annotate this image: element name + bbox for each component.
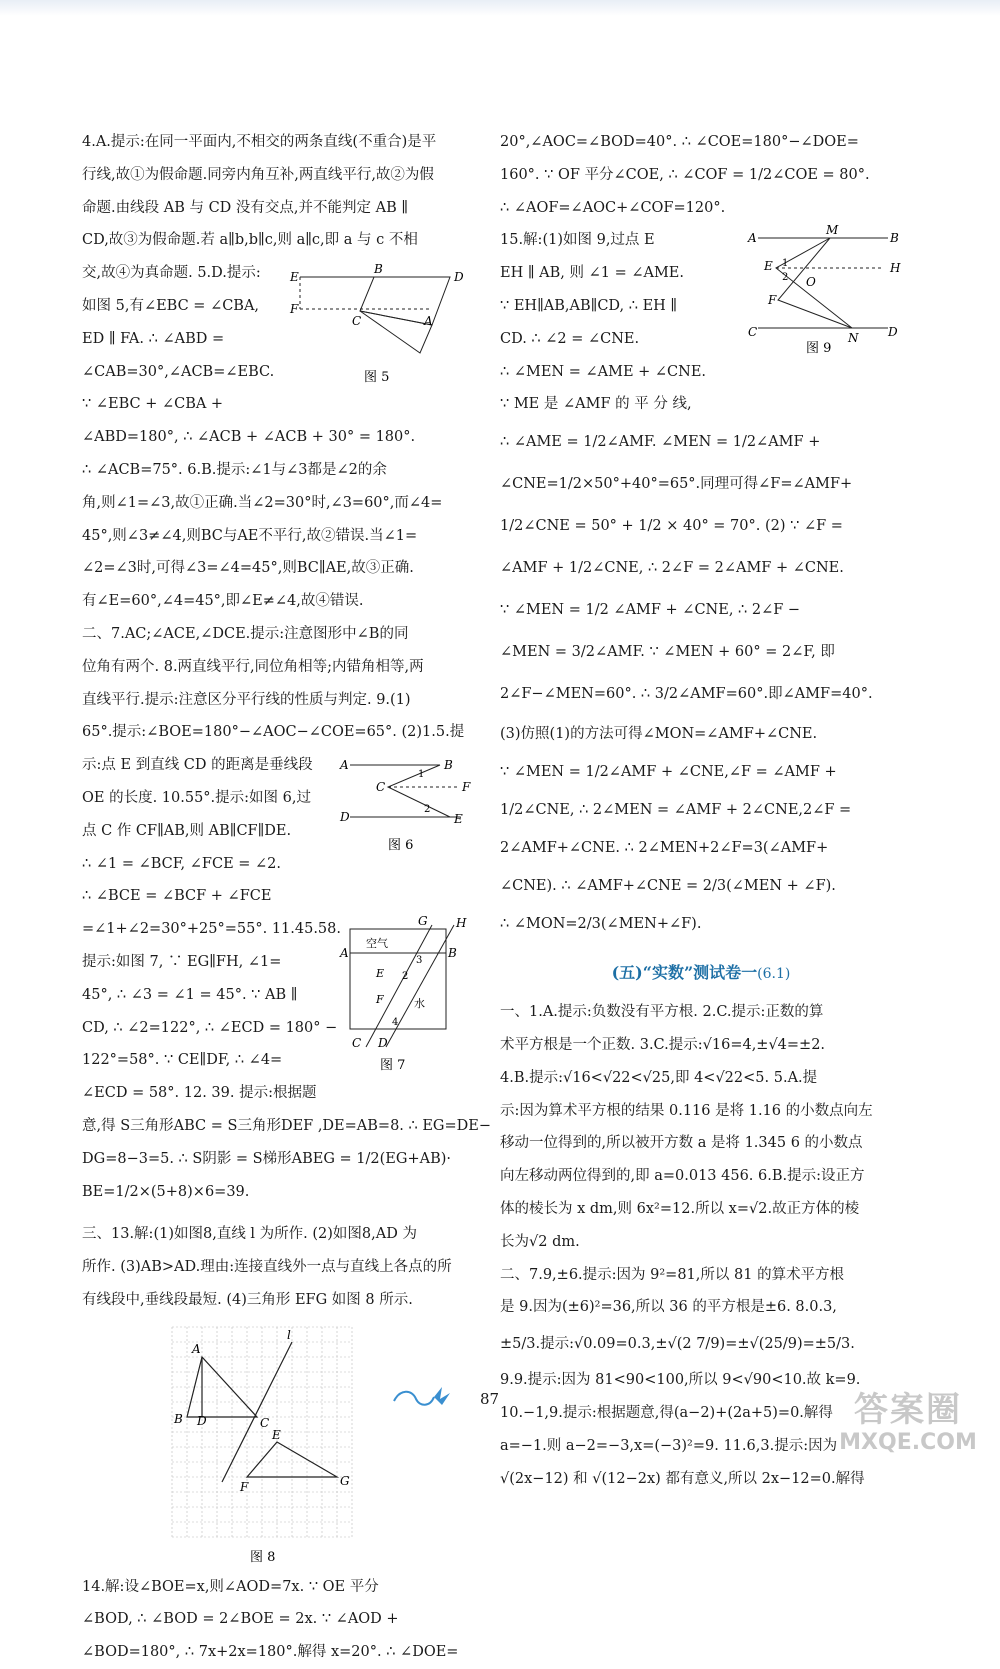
right-column <box>500 126 902 1495</box>
text-line: ∵ ∠MEN = 1/2∠AMF + ∠CNE,∠F = ∠AMF + <box>500 764 837 781</box>
svg-text:D: D <box>378 1036 388 1051</box>
svg-text:G: G <box>340 1473 350 1488</box>
text-line: 提示:如图 7, ∵ EG∥FH, ∠1= <box>82 953 282 970</box>
text-line: ∠CNE). ∴ ∠AMF+∠CNE = 2/3(∠MEN + ∠F). <box>500 878 836 895</box>
svg-text:A: A <box>748 231 757 246</box>
svg-text:F: F <box>290 302 299 317</box>
text-line: 所作. (3)AB>AD.理由:连接直线外一点与直线上各点的所 <box>82 1259 452 1276</box>
svg-text:C: C <box>748 325 758 340</box>
svg-text:G: G <box>418 914 428 929</box>
text-line: ±5/3.提示:√0.09=0.3,±√(2 7/9)=±√(25/9)=±5/3. <box>500 1336 855 1353</box>
text-line: 命题.由线段 AB 与 CD 没有交点,并不能判定 AB ∥ <box>82 199 409 216</box>
text-line: 术平方根是一个正数. 3.C.提示:√16=4,±√4=±2. <box>500 1036 826 1053</box>
figure-5 <box>290 263 470 388</box>
text-line: a=−1.则 a−2=−3,x=(−3)²=9. 11.6,3.提示:因为 <box>500 1437 838 1454</box>
text-line: 一、1.A.提示:负数没有平方根. 2.C.提示:正数的算 <box>500 1004 824 1021</box>
svg-text:2: 2 <box>782 272 789 284</box>
text-line: 二、7.9,±6.提示:因为 9²=81,所以 81 的算术平方根 <box>500 1266 845 1283</box>
text-line: 4.A.提示:在同一平面内,不相交的两条直线(不重合)是平 <box>82 134 437 150</box>
real-number-part-1 <box>500 996 902 1258</box>
text-line: 65°.提示:∠BOE=180°−∠AOC−∠COE=65°. (2)1.5.提 <box>82 724 465 741</box>
svg-text:1: 1 <box>782 258 789 270</box>
text-line: 1/2∠CNE = 50° + 1/2 × 40° = 70°. (2) ∵ ∠F = <box>500 518 843 535</box>
svg-text:N: N <box>848 331 859 346</box>
section-title-sub: (6.1) <box>757 966 791 983</box>
svg-text:B: B <box>444 758 453 773</box>
text-line: ∴ ∠ACB=75°. 6.B.提示:∠1与∠3都是∠2的余 <box>82 461 387 478</box>
watermark-line-1: 答案圈 <box>854 1390 962 1430</box>
svg-text:D: D <box>888 325 898 340</box>
text-line: EH ∥ AB, 则 ∠1 = ∠AME. <box>500 265 685 282</box>
answer-block-14-cont <box>500 126 902 224</box>
text-line: =∠1+∠2=30°+25°=55°. 11.45.58. <box>82 921 341 938</box>
text-line: 示:点 E 到直线 CD 的距离是垂线段 <box>82 757 313 774</box>
svg-text:E: E <box>272 1427 281 1442</box>
text-line: √(2x−12) 和 √(12−2x) 都有意义,所以 2x−12=0.解得 <box>500 1470 865 1487</box>
text-line: ∵ EH∥AB,AB∥CD, ∴ EH ∥ <box>500 297 678 314</box>
text-line: BE=1/2×(5+8)×6=39. <box>82 1183 250 1200</box>
svg-text:E: E <box>376 967 385 981</box>
text-line: ∠CAB=30°,∠ACB=∠EBC. <box>82 363 275 380</box>
text-line: ∴ ∠AME = 1/2∠AMF. ∠MEN = 1/2∠AMF + <box>500 434 821 451</box>
text-line: ∠CNE=1/2×50°+40°=65°.同理可得∠F=∠AMF+ <box>500 476 853 493</box>
text-line: 2∠AMF+∠CNE. ∴ 2∠MEN+2∠F=3(∠AMF+ <box>500 840 829 857</box>
text-line: ∵ ∠EBC + ∠CBA + <box>82 396 224 413</box>
text-line: 位角有两个. 8.两直线平行,同位角相等;内错角相等,两 <box>82 658 424 675</box>
answer-block-14 <box>82 1571 482 1669</box>
svg-text:B: B <box>890 231 899 246</box>
text-line: ∠ABD=180°, ∴ ∠ACB + ∠ACB + 30° = 180°. <box>82 429 416 446</box>
text-line: 点 C 作 CF∥AB,则 AB∥CF∥DE. <box>82 822 292 839</box>
text-line: 10.−1,9.提示:根据题意,得(a−2)+(2a+5)=0.解得 <box>500 1404 833 1421</box>
text-line: ∴ ∠AOF=∠AOC+∠COF=120°. <box>500 199 726 216</box>
text-line: 向左移动两位得到的,即 a=0.013 456. 6.B.提示:设正方 <box>500 1168 865 1185</box>
text-line: CD. ∴ ∠2 = ∠CNE. <box>500 330 640 347</box>
answer-block-15 <box>500 224 902 943</box>
text-line: (3)仿照(1)的方法可得∠MON=∠AMF+∠CNE. <box>500 726 818 743</box>
section-title <box>500 957 902 990</box>
text-line: CD,故③为假命题.若 a∥b,b∥c,则 a∥c,即 a 与 c 不相 <box>82 232 418 249</box>
figure-7 <box>336 914 482 1077</box>
text-line: 20°,∠AOC=∠BOD=40°. ∴ ∠COE=180°−∠DOE= <box>500 134 859 150</box>
text-line: ∵ ∠MEN = 1/2 ∠AMF + ∠CNE, ∴ 2∠F − <box>500 602 801 619</box>
real-number-part-2 <box>500 1259 902 1496</box>
text-line: 行线,故①为假命题.同旁内角互补,两直线平行,故②为假 <box>82 166 434 183</box>
figure-7-caption: 图 7 <box>380 1058 406 1074</box>
text-line: CD, ∴ ∠2=122°, ∴ ∠ECD = 180° − <box>82 1019 338 1036</box>
text-line: ∠MEN = 3/2∠AMF. ∵ ∠MEN + 60° = 2∠F, 即 <box>500 644 835 661</box>
text-line: 移动一位得到的,所以被开方数 a 是将 1.345 6 的小数点 <box>500 1135 863 1152</box>
text-line: ∠BOD, ∴ ∠BOD = 2∠BOE = 2x. ∵ ∠AOD + <box>82 1611 399 1628</box>
air-label: 空气 <box>366 937 388 951</box>
svg-text:D: D <box>340 810 350 825</box>
svg-text:E: E <box>764 259 773 274</box>
text-line: 体的棱长为 x dm,则 6x²=12.所以 x=√2.故正方体的棱 <box>500 1200 860 1217</box>
figure-8 <box>82 1317 482 1571</box>
svg-text:1: 1 <box>418 769 425 781</box>
figure-8-caption: 图 8 <box>250 1549 276 1565</box>
text-line: ∵ ME 是 ∠AMF 的 平 分 线, <box>500 396 692 413</box>
text-line: ∴ ∠BCE = ∠BCF + ∠FCE <box>82 888 272 905</box>
svg-text:2: 2 <box>424 804 431 816</box>
svg-text:O: O <box>806 275 816 290</box>
svg-text:E: E <box>290 270 299 285</box>
svg-text:F: F <box>768 293 777 308</box>
text-line: 有线段中,垂线段最短. (4)三角形 EFG 如图 8 所示. <box>82 1291 413 1308</box>
svg-text:F: F <box>376 993 384 1007</box>
svg-text:A: A <box>424 314 433 329</box>
svg-text:B: B <box>374 262 383 277</box>
svg-text:H: H <box>890 261 901 276</box>
text-line: 160°. ∵ OF 平分∠COE, ∴ ∠COF = 1/2∠COE = 80°. <box>500 166 870 183</box>
svg-text:4: 4 <box>392 1017 399 1029</box>
text-line: 14.解:设∠BOE=x,则∠AOD=7x. ∵ OE 平分 <box>82 1578 379 1595</box>
svg-text:E: E <box>454 812 463 827</box>
text-line: 如图 5,有∠EBC = ∠CBA, <box>82 297 260 314</box>
svg-text:B: B <box>174 1411 183 1426</box>
svg-text:A: A <box>192 1341 201 1356</box>
text-line: 2∠F−∠MEN=60°. ∴ 3/2∠AMF=60°.即∠AMF=40°. <box>500 686 873 703</box>
svg-text:M: M <box>826 223 839 238</box>
svg-text:C: C <box>352 314 362 329</box>
text-line: 有∠E=60°,∠4=45°,即∠E≠∠4,故④错误. <box>82 593 364 610</box>
text-line: 三、13.解:(1)如图8,直线 l 为所作. (2)如图8,AD 为 <box>82 1226 417 1243</box>
text-line: 二、7.AC;∠ACE,∠DCE.提示:注意图形中∠B的同 <box>82 625 409 642</box>
text-line: ∠BOD=180°, ∴ 7x+2x=180°.解得 x=20°. ∴ ∠DOE= <box>82 1644 459 1661</box>
text-line: ∠AMF + 1/2∠CNE, ∴ 2∠F = 2∠AMF + ∠CNE. <box>500 560 844 577</box>
text-line: 122°=58°. ∵ CE∥DF, ∴ ∠4= <box>82 1052 283 1069</box>
svg-text:B: B <box>448 946 457 961</box>
svg-text:3: 3 <box>416 955 423 967</box>
text-line: 交,故④为真命题. 5.D.提示: <box>82 265 261 282</box>
watermark-line-2: MXQE.COM <box>839 1430 977 1455</box>
text-line: 示:因为算术平方根的结果 0.116 是将 1.16 的小数点向左 <box>500 1102 873 1119</box>
svg-text:2: 2 <box>402 971 409 983</box>
top-color-band <box>0 0 1000 16</box>
text-line: 9.9.提示:因为 81<90<100,所以 9<√90<10.故 k=9. <box>500 1372 861 1389</box>
svg-text:D: D <box>454 270 464 285</box>
answer-block-4-6 <box>82 126 482 618</box>
svg-text:A: A <box>340 758 349 773</box>
svg-text:l: l <box>287 1327 291 1342</box>
svg-text:A: A <box>340 946 349 961</box>
text-line: ∴ ∠MEN = ∠AME + ∠CNE. <box>500 363 707 380</box>
water-label: 水 <box>414 997 425 1011</box>
svg-text:C: C <box>376 780 386 795</box>
text-line: 4.B.提示:√16<√22<√25,即 4<√22<5. 5.A.提 <box>500 1069 818 1086</box>
figure-9 <box>748 223 901 378</box>
page-number: 87 <box>480 1390 500 1408</box>
svg-text:C: C <box>260 1415 270 1430</box>
text-line: OE 的长度. 10.55°.提示:如图 6,过 <box>82 789 311 806</box>
svg-text:F: F <box>462 780 471 795</box>
section-title-main: (五)“实数”测试卷一 <box>611 963 758 983</box>
text-line: ∴ ∠MON=2/3(∠MEN+∠F). <box>500 916 702 933</box>
text-line: 意,得 S三角形ABC = S三角形DEF ,DE=AB=8. ∴ EG=DE− <box>82 1117 492 1134</box>
page-ornament <box>390 1383 460 1417</box>
text-line: 1/2∠CNE, ∴ 2∠MEN = ∠AMF + 2∠CNE,2∠F = <box>500 802 852 819</box>
watermark-logo <box>828 1390 988 1456</box>
text-line: 15.解:(1)如图 9,过点 E <box>500 232 655 249</box>
text-line: DG=8−3=5. ∴ S阴影 = S梯形ABEG = 1/2(EG+AB)· <box>82 1150 451 1167</box>
text-line: 是 9.因为(±6)²=36,所以 36 的平方根是±6. 8.0.3, <box>500 1299 837 1316</box>
figure-5-caption: 图 5 <box>364 370 390 386</box>
text-line: 长为√2 dm. <box>500 1233 580 1250</box>
text-line: 直线平行.提示:注意区分平行线的性质与判定. 9.(1) <box>82 691 411 708</box>
text-line: ED ∥ FA. ∴ ∠ABD = <box>82 330 225 347</box>
answer-block-7-12 <box>82 618 492 1208</box>
figure-6-caption: 图 6 <box>388 838 414 854</box>
answer-block-13 <box>82 1218 482 1316</box>
text-line: ∠2=∠3时,可得∠3=∠4=45°,则BC∥AE,故③正确. <box>82 560 414 577</box>
text-line: 45°,则∠3≠∠4,则BC与AE不平行,故②错误.当∠1= <box>82 527 418 544</box>
text-line: 角,则∠1=∠3,故①正确.当∠2=30°时,∠3=60°,而∠4= <box>82 494 443 511</box>
figure-9-caption: 图 9 <box>806 341 832 357</box>
text-line: ∴ ∠1 = ∠BCF, ∠FCE = ∠2. <box>82 855 282 872</box>
text-line: 45°, ∴ ∠3 = ∠1 = 45°. ∵ AB ∥ <box>82 986 298 1003</box>
text-line: ∠ECD = 58°. 12. 39. 提示:根据题 <box>82 1085 317 1102</box>
svg-text:F: F <box>240 1479 249 1494</box>
figure-6 <box>340 759 480 859</box>
svg-text:H: H <box>456 916 467 931</box>
svg-text:C: C <box>352 1036 362 1051</box>
svg-text:D: D <box>197 1413 207 1428</box>
